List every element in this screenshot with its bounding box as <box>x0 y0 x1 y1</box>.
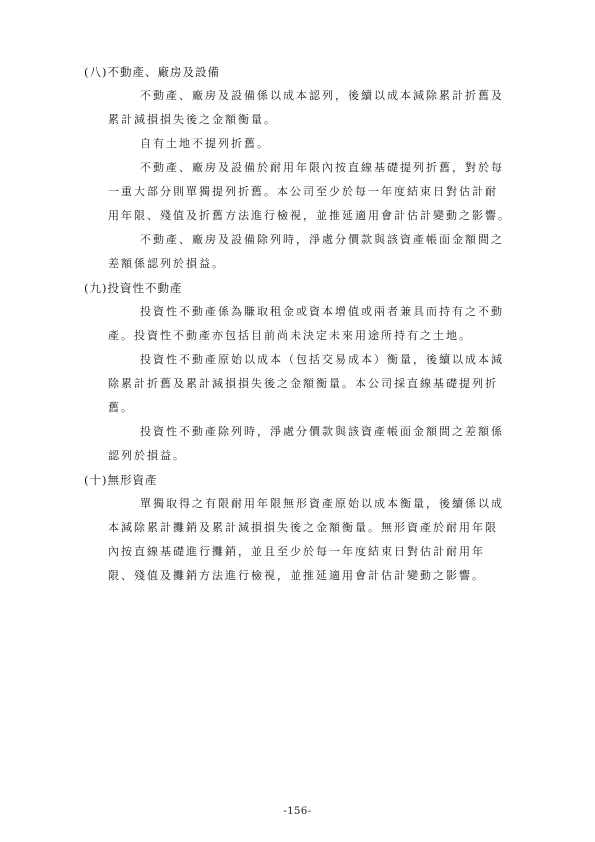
section-heading: (十)無形資產 <box>84 473 158 487</box>
paragraph-line: 不動產、廠房及設備除列時，淨處分價款與該資產帳面金額間之 <box>140 233 504 246</box>
paragraph-line: 投資性不動產係為賺取租金或資本增值或兩者兼具而持有之不動 <box>140 305 504 318</box>
section-heading: (八)不動產、廠房及設備 <box>84 65 220 79</box>
paragraph-line: 投資性不動產原始以成本（包括交易成本）衡量，後續以成本減 <box>140 353 504 366</box>
paragraph-line: 差額係認列於損益。 <box>108 257 225 270</box>
paragraph-line: 內按直線基礎進行攤銷，並且至少於每一年度結束日對估計耐用年 <box>108 545 485 558</box>
paragraph-line: 產。投資性不動產亦包括目前尚未決定未來用途所持有之土地。 <box>108 329 472 342</box>
paragraph-line: 本減除累計攤銷及累計減損損失後之金額衡量。無形資產於耐用年限 <box>108 521 498 534</box>
paragraph-line: 除累計折舊及累計減損損失後之金額衡量。本公司採直線基礎提列折 <box>108 377 498 390</box>
page-number: -156- <box>283 806 312 817</box>
paragraph-line: 單獨取得之有限耐用年限無形資產原始以成本衡量，後續係以成 <box>140 497 504 510</box>
paragraph-line: 認列於損益。 <box>108 449 186 462</box>
section-heading: (九)投資性不動產 <box>84 281 183 295</box>
paragraph-line: 舊。 <box>108 401 134 414</box>
paragraph-line: 限、殘值及攤銷方法進行檢視，並推延適用會計估計變動之影響。 <box>108 569 485 582</box>
paragraph-line: 投資性不動產除列時，淨處分價款與該資產帳面金額間之差額係 <box>140 425 504 438</box>
paragraph-line: 自有土地不提列折舊。 <box>140 137 270 150</box>
paragraph-line: 不動產、廠房及設備於耐用年限內按直線基礎提列折舊，對於每 <box>140 161 504 174</box>
paragraph-line: 不動產、廠房及設備係以成本認列，後續以成本減除累計折舊及 <box>140 89 504 102</box>
paragraph-line: 一重大部分則單獨提列折舊。本公司至少於每一年度結束日對估計耐 <box>108 185 498 198</box>
paragraph-line: 累計減損損失後之金額衡量。 <box>108 113 277 126</box>
paragraph-line: 用年限、殘值及折舊方法進行檢視，並推延適用會計估計變動之影響。 <box>108 209 511 222</box>
